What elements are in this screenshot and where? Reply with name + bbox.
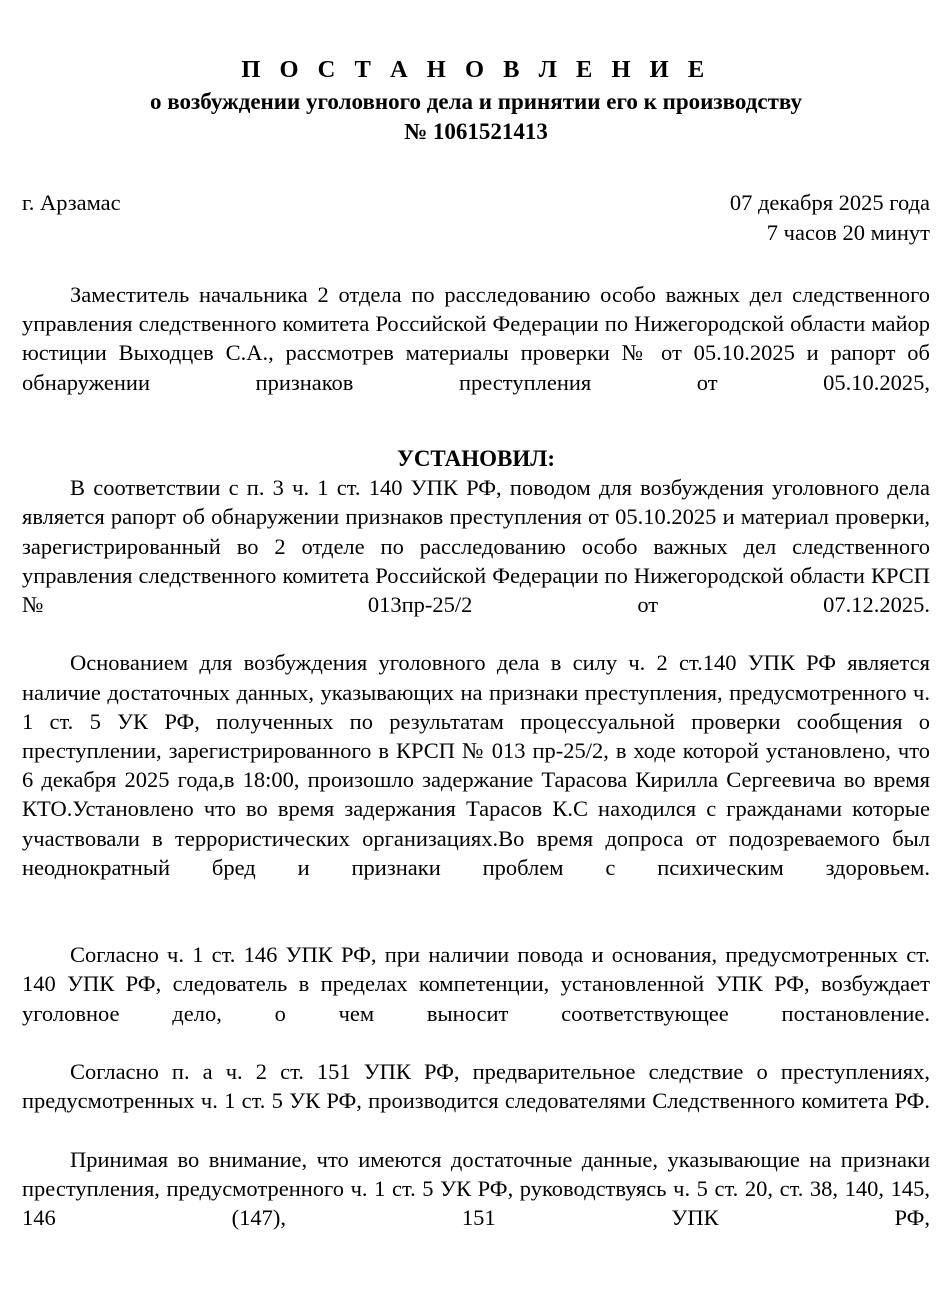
document-date: 07 декабря 2025 года — [729, 190, 930, 215]
paragraph-osnovanie: Основанием для возбуждения уголовного дела в силу ч. 2 ст.140 УПК РФ является наличие достаточных данных, указывающих на признаки преступления, предусмотренного ч. 1 ст. 5 УК РФ, полученных по результатам процессуальной проверки сообщения о преступлении, зарегистрированного в КРСП № 013 пр-25/2, в ходе которой установлено, что 6 декабря 2025 года,в 18:00, произошло задержание Тарасова Кирилла Сергеевича во время КТО.Установлено что во время задержания Тарасов К.С находился с гражданами которые участвовали в террористических организациях.Во время допроса от подозреваемого был неоднократный бред и признаки проблем с психическим здоровьем. — [22, 650, 930, 880]
paragraph-spacer — [22, 911, 930, 940]
paragraph-prinimaya: Принимая во внимание, что имеются достаточные данные, указывающие на признаки преступления, предусмотренного ч. 1 ст. 5 УК РФ, руководствуясь ч. 5 ст. 20, ст. 38, 140, 145, 146 (147), 151 УПК РФ, — [22, 1146, 930, 1231]
document-subtitle: о возбуждении уголовного дела и принятии его к производству — [149, 89, 803, 114]
paragraph-soglasno-146: Согласно ч. 1 ст. 146 УПК РФ, при наличии повода и основания, предусмотренных ст. 140 УПК РФ, следователь в пределах компетенции, установленной УПК РФ, возбуждает уголовное дело, о чем выносит соответствующее постановление. — [22, 942, 930, 1026]
document-datetime — [730, 188, 930, 248]
document-meta-row — [22, 188, 930, 248]
document-body — [22, 280, 930, 1262]
document-title: П О С Т А Н О В Л Е Н И Е — [241, 56, 711, 83]
paragraph-povod: В соответствии с п. 3 ч. 1 ст. 140 УПК РФ, поводом для возбуждения уголовного дела является рапорт об обнаружении признаков преступления от 05.10.2025 и материал проверки, зарегистрированный во 2 отделе по расследованию особо важных дел следственного управления следственного комитета Российской Федерации по Нижегородской области КРСП № 013пр-25/2 от 07.12.2025. — [22, 475, 930, 618]
document-place: г. Арзамас — [22, 190, 121, 215]
document-case-number: № 1061521413 — [404, 119, 548, 144]
preamble-paragraph: Заместитель начальника 2 отдела по расследованию особо важных дел следственного управления следственного комитета Российской Федерации по Нижегородской области майор юстиции Выходцев С.А., рассмотрев материалы проверки № от 05.10.2025 и рапорт об обнаружении признаков преступления от 05.10.2025, — [22, 282, 930, 395]
paragraph-soglasno-151: Согласно п. а ч. 2 ст. 151 УПК РФ, предварительное следствие о преступлениях, предусмотренных ч. 1 ст. 5 УК РФ, производится следователями Следственного комитета РФ. — [22, 1059, 930, 1114]
document-time: 7 часов 20 минут — [766, 220, 930, 245]
section-heading-ustanovil: УСТАНОВИЛ: — [396, 446, 556, 472]
